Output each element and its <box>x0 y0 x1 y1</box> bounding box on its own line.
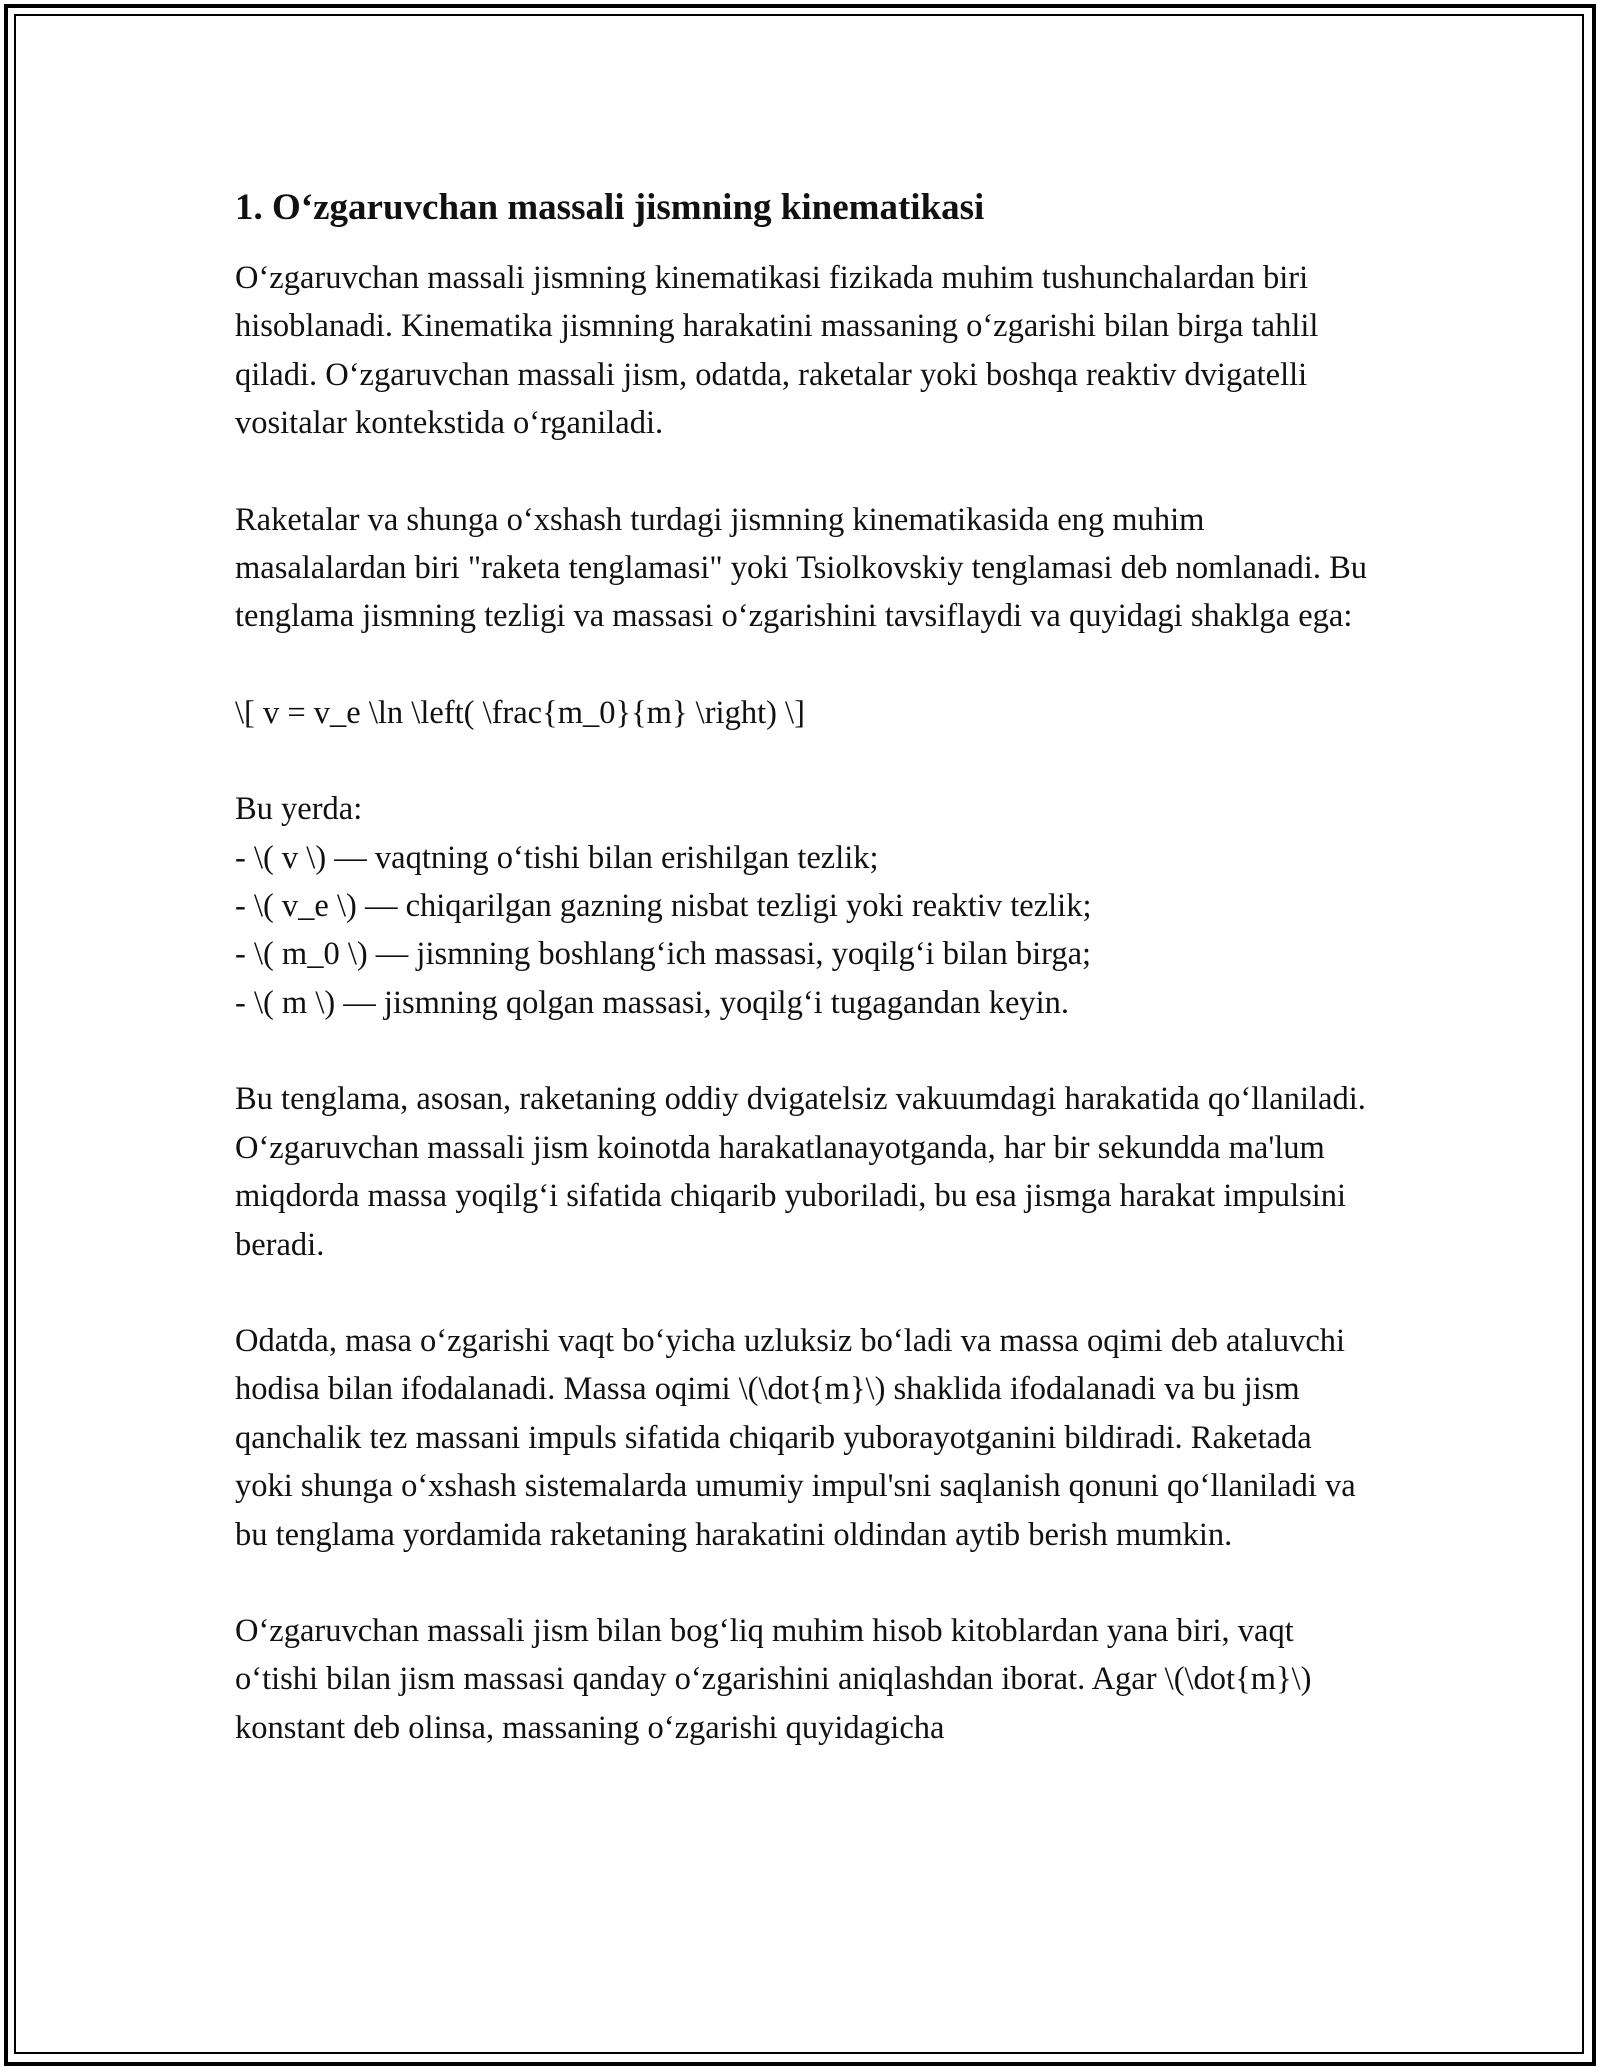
paragraph-application: Bu tenglama, asosan, raketaning oddiy dvigatelsiz vakuumdagi harakatida qo‘llaniladi. O‘zgaruvchan massali jism koinotda harakatlanayotganda, har bir sekundda ma'lum miqdorda massa yoqilg‘i sifatida chiqarib yuboriladi, bu esa jismga harakat impulsini beradi. <box>235 1081 1366 1263</box>
definition-item-ve: - \( v_e \) — chiqarilgan gazning nisbat tezligi yoki reaktiv tezlik; <box>235 888 1092 925</box>
paragraph-mass-change: O‘zgaruvchan massali jism bilan bog‘liq muhim hisob kitoblardan yana biri, vaqt o‘tishi bilan jism massasi qanday o‘zgarishini aniqlashdan iborat. Agar \(\dot{m}\) konstant deb olinsa, massaning o‘zgarishi quyidagicha <box>235 1612 1312 1746</box>
definition-item-m: - \( m \) — jismning qolgan massasi, yoqilg‘i tugagandan keyin. <box>235 984 1070 1021</box>
paragraph-mass-flow: Odatda, masa o‘zgarishi vaqt bo‘yicha uzluksiz bo‘ladi va massa oqimi deb ataluvchi hodisa bilan ifodalanadi. Massa oqimi \(\dot{m}\) shaklida ifodalanadi va bu jism qanchalik tez massani impuls sifatida chiqarib yuborayotganini bildiradi. Raketada yoki shunga o‘xshash sistemalarda umumiy impul'sni saqlanish qonuni qo‘llaniladi va bu tenglama yordamida raketaning harakatini oldindan aytib berish mumkin. <box>235 1322 1356 1553</box>
paragraph-rocket-equation: Raketalar va shunga o‘xshash turdagi jismning kinematikasida eng muhim masalalardan biri "raketa tenglamasi" yoki Tsiolkovskiy tenglamasi deb nomlanadi. Bu tenglama jismning tezligi va massasi o‘zgarishini tavsiflaydi va quyidagi shaklga ega: <box>235 501 1368 635</box>
definition-item-v: - \( v \) — vaqtning o‘tishi bilan erishilgan tezlik; <box>235 839 879 876</box>
variable-definitions <box>235 785 1375 1027</box>
definitions-intro: Bu yerda: <box>235 791 363 828</box>
formula-tsiolkovsky: \[ v = v_e \ln \left( \frac{m_0}{m} \right) \] <box>235 694 805 731</box>
paragraph-intro: O‘zgaruvchan massali jismning kinematikasi fizikada muhim tushunchalardan biri hisoblanadi. Kinematika jismning harakatini massaning o‘zgarishi bilan birga tahlil qiladi. O‘zgaruvchan massali jism, odatda, raketalar yoki boshqa reaktiv dvigatelli vositalar kontekstida o‘rganiladi. <box>235 260 1319 442</box>
document-body <box>235 184 1375 1800</box>
definition-item-m0: - \( m_0 \) — jismning boshlang‘ich massasi, yoqilg‘i bilan birga; <box>235 936 1092 973</box>
section-heading: 1. O‘zgaruvchan massali jismning kinematikasi <box>235 187 985 228</box>
